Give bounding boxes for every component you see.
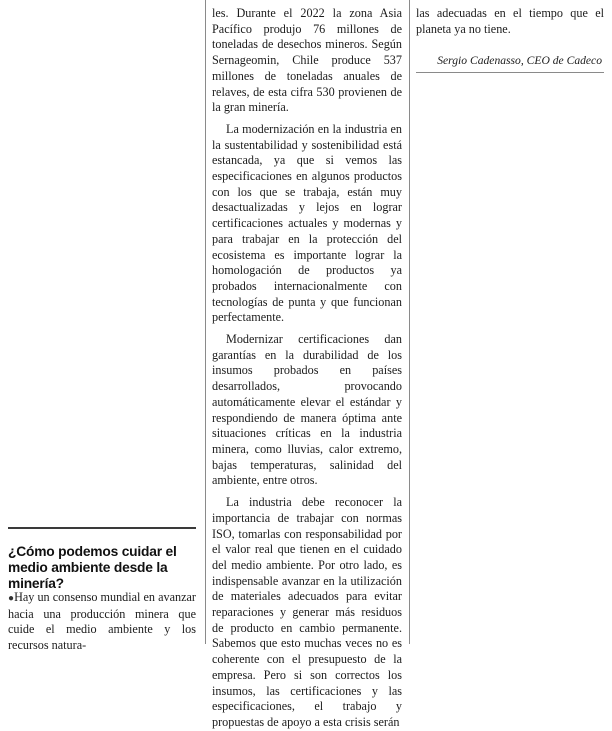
article-paragraph: La modernización en la industria en la sustentabilidad y sostenibilidad está estancada, ya que si vemos las especificaciones en algunos productos con los que se trabaja, están muy desactualizadas y lejos en lograr certificaciones actuales y modernas y para trabajar en la protección del ecosistema es importante lograr la homologación de productos ya probados internacionalmente con tecnologías de punta y que funcionan perfectamente. — [212, 121, 402, 325]
column-divider — [409, 0, 410, 644]
sidebar-body-text: Hay un consenso mundial en avanzar hacia una producción minera que cuide el medio ambiente y los recursos natura- — [8, 590, 196, 653]
continuation-column — [416, 6, 604, 37]
signature-rule — [416, 72, 604, 73]
column-divider — [205, 0, 206, 644]
section-title: ¿Cómo podemos cuidar el medio ambiente desde la minería? — [8, 544, 177, 591]
sidebar-column — [8, 590, 196, 654]
section-rule — [8, 527, 196, 529]
article-paragraph: Modernizar certificaciones dan garantías en la durabilidad de los insumos probados en países desarrollados, provocando automáticamente elevar el estándar y respondiendo de manera óptima ante situaciones críticas en la industria minera, como lluvias, calor extremo, bajas temperaturas, salinidad del ambiente, entre otros. — [212, 332, 402, 488]
article-paragraph: La industria debe reconocer la importancia de trabajar con normas ISO, tomarlas con responsabilidad por el valor real que tienen en el cuidado del medio ambiente. Por otro lado, es indispensable avanzar en la utilización de materiales adecuados para evitar reparaciones y generar más residuos de producto en cambio permanente. Sabemos que esto muchas veces no es coherente con el presupuesto de la empresa. Pero si son correctos los insumos, las certificaciones y las especificaciones, el trabajo y propuestas de apoyo a esta crisis serán — [212, 495, 402, 729]
author-signature: Sergio Cadenasso, CEO de Cadeco — [437, 54, 602, 67]
article-continuation: las adecuadas en el tiempo que el planeta ya no tiene. — [416, 6, 604, 36]
sidebar-intro — [8, 590, 196, 654]
bullet-icon: ● — [8, 593, 15, 604]
article-column — [212, 6, 402, 731]
article-paragraph: les. Durante el 2022 la zona Asia Pacífico produjo 76 millones de toneladas de desechos mineros. Según Sernageomin, Chile produce 537 millones de toneladas anuales de relaves, de esta cifra 530 provienen de la gran minería. — [212, 6, 402, 115]
